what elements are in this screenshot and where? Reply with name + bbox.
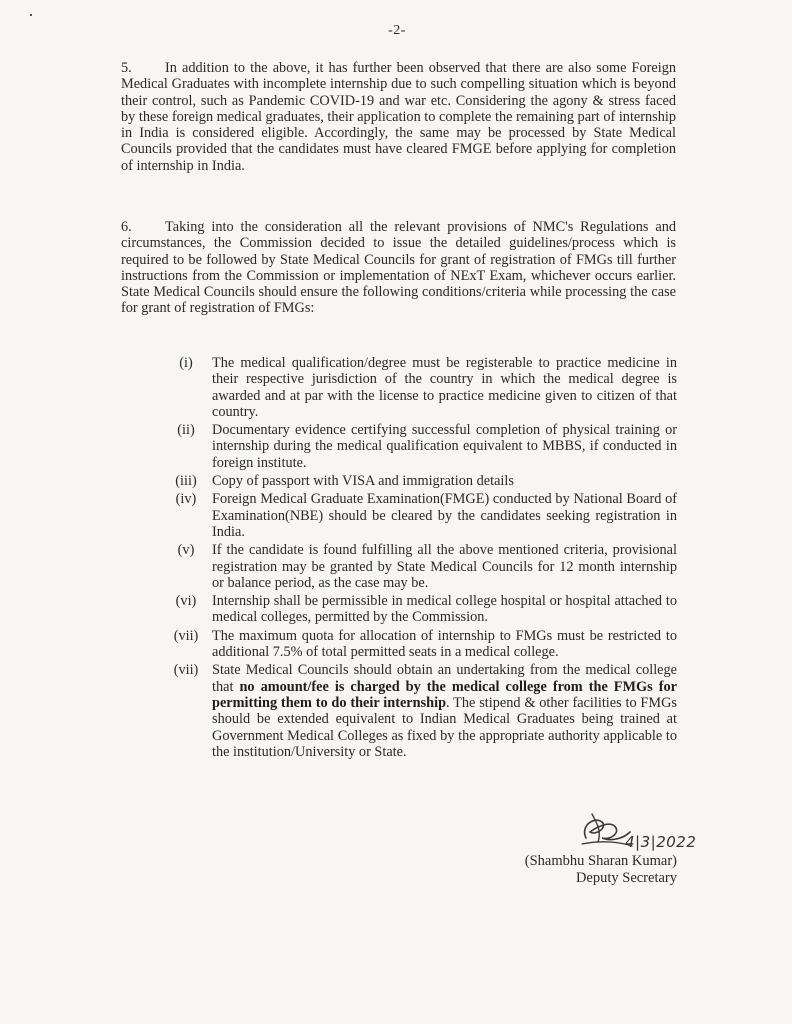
signature-date: 4|3|2022: [625, 833, 697, 851]
paragraph-text: Taking into the consideration all the relevant provisions of NMC's Regulations and circumstances, the Commission decided to issue the detailed guidelines/process which is required to be followed by State Medical Councils for grant of registration of FMGs till further instructions from the Commission or implementation of NExT Exam, whichever occurs earlier. State Medical Councils should ensure the following conditions/criteria while processing the case for grant of registration of FMGs:: [121, 219, 676, 317]
criteria-text: [212, 662, 677, 760]
criteria-number: (iii): [175, 473, 197, 490]
criteria-text-part: . The stipend & other facilities to FMGs should be extended equivalent to Indian Medical Graduates being trained at Government Medical Colleges as fixed by the appropriate authority applicable to the institution/University or State.: [212, 694, 677, 760]
paragraph-number: 5.: [121, 60, 132, 76]
criteria-text-bold: no amount/fee is charged by the medical college from the FMGs for permitting them to do their internship: [212, 678, 677, 711]
criteria-text: Copy of passport with VISA and immigration details: [212, 473, 514, 490]
criteria-text: The medical qualification/degree must be registerable to practice medicine in their respective jurisdiction of the country in which the medical degree is awarded and at par with the license to practice medicine given to citizen of that country.: [212, 355, 677, 420]
criteria-item: [160, 542, 677, 591]
criteria-text: Internship shall be permissible in medical college hospital or hospital attached to medical colleges, permitted by the Commission.: [212, 593, 677, 626]
criteria-text: If the candidate is found fulfilling all the above mentioned criteria, provisional registration may be granted by State Medical Councils for 12 month internship or balance period, as the case may be.: [212, 542, 677, 591]
criteria-item: [160, 628, 677, 661]
criteria-item: [160, 422, 677, 471]
criteria-item: [160, 355, 677, 420]
criteria-number: (ii): [177, 422, 195, 439]
criteria-text: Foreign Medical Graduate Examination(FMGE) conducted by National Board of Examination(NBE) should be cleared by the candidates seeking registration in India.: [212, 491, 677, 540]
paragraph-number: 6.: [121, 219, 132, 235]
criteria-number: (vii): [173, 662, 199, 679]
criteria-number: (iv): [175, 491, 197, 508]
paragraph-6: [121, 219, 676, 317]
signatory-name: (Shambhu Sharan Kumar): [524, 853, 677, 869]
criteria-list: [160, 355, 677, 762]
paragraph-5: [121, 60, 676, 174]
criteria-number: (i): [179, 355, 193, 371]
criteria-text: The maximum quota for allocation of internship to FMGs must be restricted to additional 7.5% of total permitted seats in a medical college.: [212, 627, 677, 661]
criteria-text-part: State Medical Councils should obtain an undertaking from the medical college that: [212, 662, 677, 695]
scan-speck: [30, 14, 32, 16]
criteria-text: Documentary evidence certifying successful completion of physical training or internship during the medical qualification equivalent to MBBS, if conducted in foreign institute.: [212, 422, 677, 471]
criteria-item: [160, 491, 677, 540]
criteria-number: (vii): [173, 627, 199, 644]
criteria-number: (vi): [175, 593, 197, 610]
criteria-item: [160, 593, 677, 626]
criteria-item: [160, 473, 677, 489]
signatory-designation: Deputy Secretary: [575, 870, 677, 886]
criteria-number: (v): [177, 542, 195, 559]
criteria-item: [160, 662, 677, 760]
signatory-block: [525, 853, 677, 887]
page-number: -2-: [388, 23, 406, 38]
paragraph-text: In addition to the above, it has further been observed that there are also some Foreign Medical Graduates with incomplete internship due to such compelling situation which is beyond their control, such as Pandemic COVID-19 and war etc. Considering the agony & stress faced by these foreign medical graduates, their application to complete the remaining part of internship in India is considered eligible. Accordingly, the same may be processed by State Medical Councils provided that the candidates must have cleared FMGE before applying for completion of internship in India.: [121, 60, 677, 174]
